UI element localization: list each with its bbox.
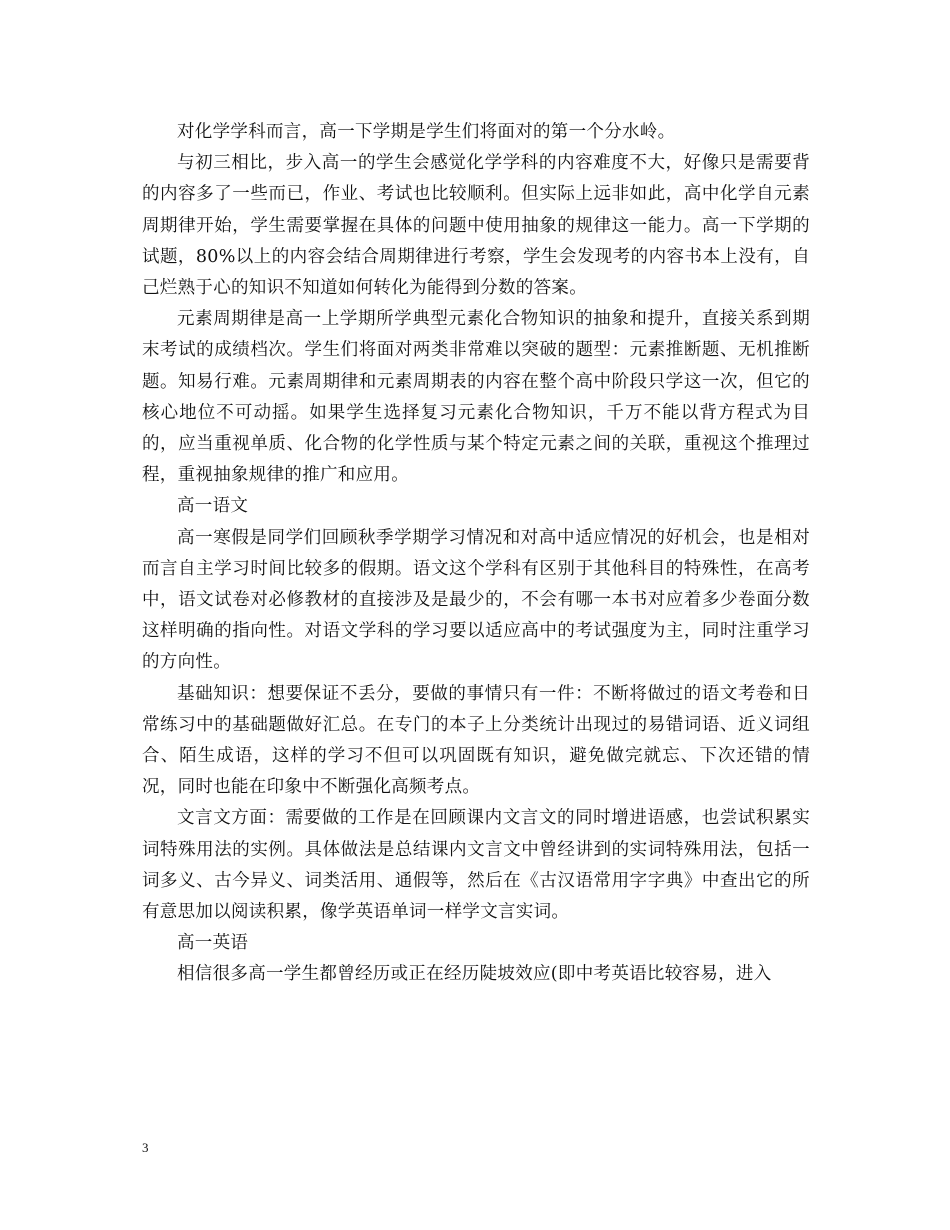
paragraph-english-intro: 相信很多高一学生都曾经历或正在经历陡坡效应(即中考英语比较容易，进入: [177, 964, 772, 985]
section-heading-english: 高一英语: [177, 933, 249, 954]
section-heading-chinese: 高一语文: [177, 496, 249, 517]
paragraph-chemistry-comparison: 与初三相比，步入高一的学生会感觉化学学科的内容难度不大，好像只是需要背的内容多了一些而已，作业、考试也比较顺利。但实际上远非如此，高中化学自元素周期律开始，学生需要掌握在具体的问题中使用抽象的规律这一能力。高一下学期的试题，80%以上的内容会结合周期律进行考察，学生会发现考的内容书本上没有，自己烂熟于心的知识不知道如何转化为能得到分数的答案。: [142, 153, 810, 299]
paragraph-chemistry-intro: 对化学学科而言，高一下学期是学生们将面对的第一个分水岭。: [177, 122, 676, 142]
page-number: 3: [142, 1140, 149, 1155]
paragraph-chinese-basics: 基础知识：想要保证不丢分，要做的事情只有一件：不断将做过的语文考卷和日常练习中的基础题做好汇总。在专门的本子上分类统计出现过的易错词语、近义词组合、陌生成语，这样的学习不但可以巩固既有知识，避免做完就忘、下次还错的情况，同时也能在印象中不断强化高频考点。: [142, 683, 810, 798]
paragraph-periodic-law: 元素周期律是高一上学期所学典型元素化合物知识的抽象和提升，直接关系到期末考试的成绩档次。学生们将面对两类非常难以突破的题型：元素推断题、无机推断题。知易行难。元素周期律和元素周期表的内容在整个高中阶段只学这一次，但它的核心地位不可动摇。如果学生选择复习元素化合物知识，千万不能以背方程式为目的，应当重视单质、化合物的化学性质与某个特定元素之间的关联，重视这个推理过程，重视抽象规律的推广和应用。: [142, 309, 810, 486]
document-body: [142, 117, 810, 991]
paragraph-chinese-winter-break: 高一寒假是同学们回顾秋季学期学习情况和对高中适应情况的好机会，也是相对而言自主学习时间比较多的假期。语文这个学科有区别于其他科目的特殊性，在高考中，语文试卷对必修教材的直接涉及是最少的，不会有哪一本书对应着多少卷面分数这样明确的指向性。对语文学科的学习要以适应高中的考试强度为主，同时注重学习的方向性。: [142, 527, 810, 673]
paragraph-classical-chinese: 文言文方面：需要做的工作是在回顾课内文言文的同时增进语感，也尝试积累实词特殊用法的实例。具体做法是总结课内文言文中曾经讲到的实词特殊用法，包括一词多义、古今异义、词类活用、通假等，然后在《古汉语常用字字典》中查出它的所有意思加以阅读积累，像学英语单词一样学文言实词。: [142, 808, 810, 923]
